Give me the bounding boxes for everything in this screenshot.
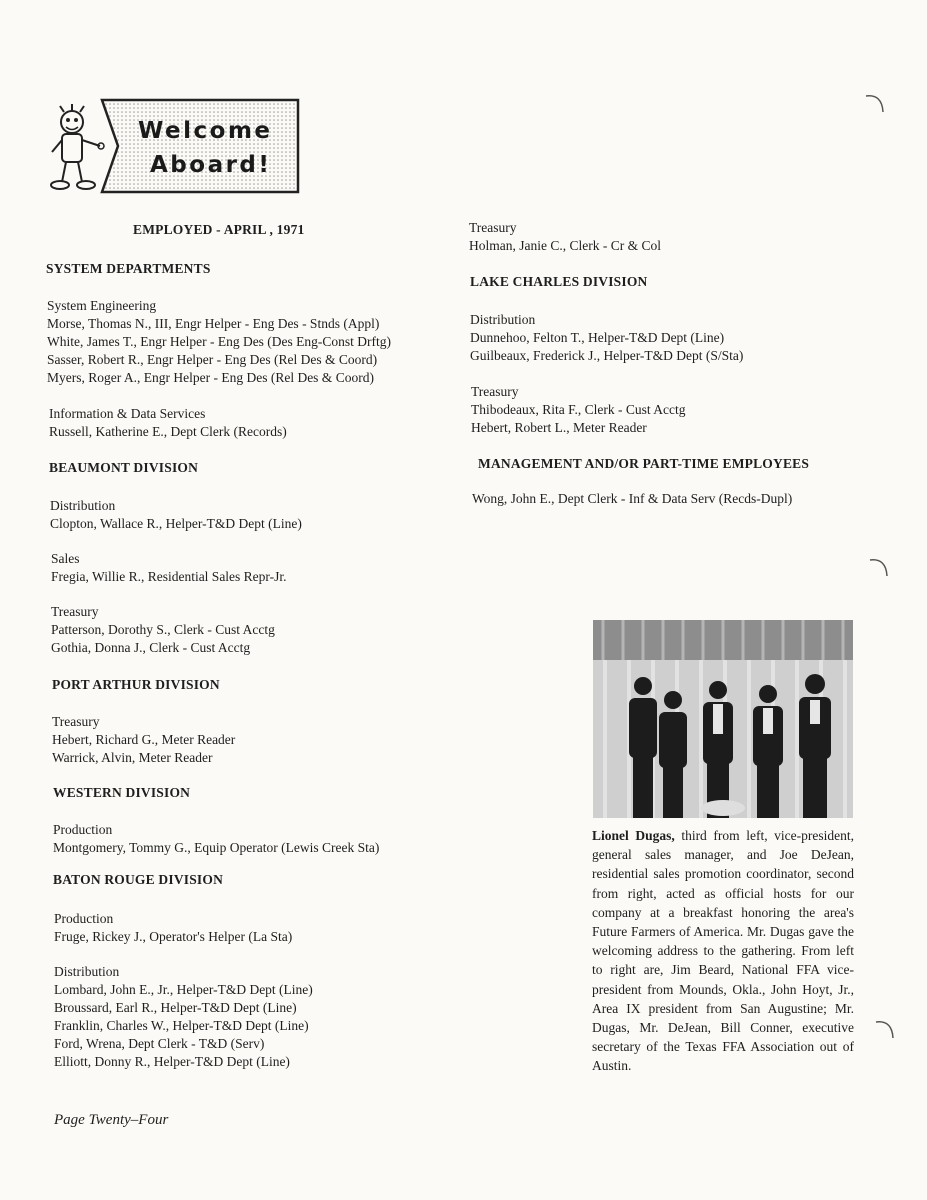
system-engineering-group: [47, 297, 391, 387]
employee-line: Franklin, Charles W., Helper-T&D Dept (Line): [54, 1018, 309, 1033]
beaumont-distribution-group: [50, 497, 302, 533]
baton-rouge-heading: BATON ROUGE DIVISION: [53, 872, 224, 887]
page-number: Page Twenty–Four: [54, 1112, 169, 1128]
port-arthur-treasury-group: [52, 713, 235, 767]
banner-line-1: Welcome: [138, 118, 273, 144]
employee-line: Wong, John E., Dept Clerk - Inf & Data Serv (Recds-Dupl): [472, 491, 793, 506]
ffa-breakfast-photo: [593, 620, 853, 818]
group-label: Treasury: [471, 384, 519, 399]
group-label: Information & Data Services: [49, 406, 206, 421]
port-arthur-heading: PORT ARTHUR DIVISION: [52, 677, 220, 692]
employee-line: Broussard, Earl R., Helper-T&D Dept (Line): [54, 1000, 297, 1015]
employee-line: White, James T., Engr Helper - Eng Des (Des Eng-Const Drftg): [47, 334, 392, 349]
binder-hole-icon: [868, 556, 890, 578]
welcome-banner: [100, 98, 300, 194]
group-label: Treasury: [51, 604, 99, 619]
western-heading: WESTERN DIVISION: [53, 785, 191, 800]
lake-charles-distribution-group: [470, 311, 743, 365]
lake-charles-heading: LAKE CHARLES DIVISION: [470, 274, 648, 289]
baton-rouge-production-group: [54, 910, 292, 946]
group-label: Distribution: [50, 498, 116, 513]
western-production-group: [53, 821, 379, 857]
group-label: System Engineering: [47, 298, 157, 313]
employee-line: Patterson, Dorothy S., Clerk - Cust Acctg: [51, 622, 275, 637]
employee-line: Russell, Katherine E., Dept Clerk (Records): [49, 424, 287, 439]
photo-caption: [592, 826, 854, 1076]
employee-line: Thibodeaux, Rita F., Clerk - Cust Acctg: [471, 402, 686, 417]
caption-name: Lionel Dugas,: [592, 828, 675, 843]
employee-line: Elliott, Donny R., Helper-T&D Dept (Line): [54, 1054, 290, 1069]
employed-title: EMPLOYED - APRIL , 1971: [133, 222, 305, 237]
employee-line: Dunnehoo, Felton T., Helper-T&D Dept (Line): [470, 330, 725, 345]
group-label: Distribution: [54, 964, 120, 979]
treasury-top-group: [469, 219, 661, 255]
group-label: Treasury: [469, 220, 517, 235]
employee-line: Guilbeaux, Frederick J., Helper-T&D Dept (S/Sta): [470, 348, 744, 363]
group-label: Production: [54, 911, 114, 926]
employee-line: Hebert, Richard G., Meter Reader: [52, 732, 236, 747]
group-label: Sales: [51, 551, 80, 566]
employee-line: Lombard, John E., Jr., Helper-T&D Dept (Line): [54, 982, 313, 997]
system-departments-heading: SYSTEM DEPARTMENTS: [46, 261, 211, 276]
beaumont-sales-group: [51, 550, 287, 586]
employee-line: Sasser, Robert R., Engr Helper - Eng Des (Rel Des & Coord): [47, 352, 378, 367]
employee-line: Montgomery, Tommy G., Equip Operator (Lewis Creek Sta): [53, 840, 380, 855]
employee-line: Warrick, Alvin, Meter Reader: [52, 750, 213, 765]
binder-hole-icon: [874, 1018, 896, 1040]
beaumont-treasury-group: [51, 603, 275, 657]
lake-charles-treasury-group: [471, 383, 686, 437]
banner-line-2: Aboard!: [150, 152, 272, 178]
employee-line: Holman, Janie C., Clerk - Cr & Col: [469, 238, 661, 253]
employee-line: Hebert, Robert L., Meter Reader: [471, 420, 647, 435]
employee-line: Ford, Wrena, Dept Clerk - T&D (Serv): [54, 1036, 265, 1051]
employee-line: Gothia, Donna J., Clerk - Cust Acctg: [51, 640, 251, 655]
employee-line: Myers, Roger A., Engr Helper - Eng Des (Rel Des & Coord): [47, 370, 374, 385]
mascot-illustration: [48, 104, 108, 194]
caption-text: third from left, vice-president, general sales manager, and Joe DeJean, residential sales promotion coordinator, second from right, acted as official hosts for our company at a breakfast honoring the area's Future Farmers of America. Mr. Dugas gave the welcoming address to the gathering. From left to right are, Jim Beard, National FFA vice-president from Mounds, Okla., John Hoyt, Jr., Area IX president from San Augustine; Mr. Dugas, Mr. DeJean, Bill Conner, executive secretary of the Texas FFA Association out of Austin.: [592, 828, 854, 1074]
employee-line: Fregia, Willie R., Residential Sales Repr-Jr.: [51, 569, 287, 584]
beaumont-heading: BEAUMONT DIVISION: [49, 460, 199, 475]
employee-line: Clopton, Wallace R., Helper-T&D Dept (Line): [50, 516, 302, 531]
employee-line: Fruge, Rickey J., Operator's Helper (La Sta): [54, 929, 293, 944]
group-label: Production: [53, 822, 113, 837]
group-label: Distribution: [470, 312, 536, 327]
management-group: [472, 490, 792, 508]
info-data-services-group: [49, 405, 287, 441]
management-heading: MANAGEMENT AND/OR PART-TIME EMPLOYEES: [478, 456, 810, 471]
group-label: Treasury: [52, 714, 100, 729]
employee-line: Morse, Thomas N., III, Engr Helper - Eng Des - Stnds (Appl): [47, 316, 380, 331]
baton-rouge-distribution-group: [54, 963, 313, 1071]
binder-hole-icon: [864, 92, 886, 114]
